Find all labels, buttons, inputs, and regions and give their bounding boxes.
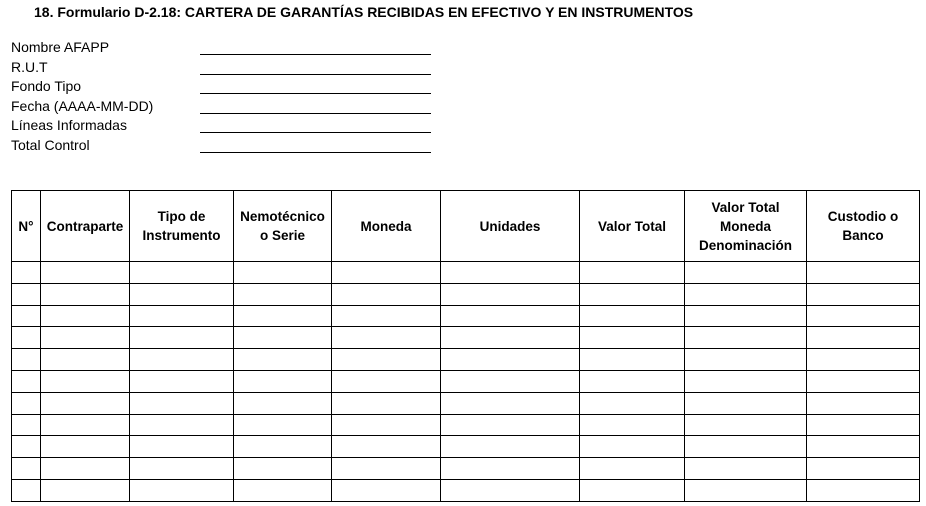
table-cell: [130, 262, 234, 284]
table-cell: [441, 436, 580, 458]
header-line: o Serie: [259, 228, 306, 243]
table-cell: [807, 414, 920, 436]
table-cell: [332, 436, 441, 458]
table-cell: [130, 370, 234, 392]
table-cell: [234, 283, 332, 305]
column-header-valor-total-moneda-denominacion: [685, 191, 807, 262]
table-cell: [807, 479, 920, 501]
table-cell: [12, 414, 41, 436]
table-cell: [441, 349, 580, 371]
table-cell: [441, 458, 580, 480]
table-row: [12, 370, 920, 392]
table-cell: [685, 305, 807, 327]
header-line: Banco: [842, 228, 884, 243]
table-cell: [807, 392, 920, 414]
table-body: [12, 262, 920, 502]
table-cell: [41, 436, 130, 458]
table-cell: [234, 458, 332, 480]
table-cell: [130, 283, 234, 305]
table-cell: [807, 327, 920, 349]
table-cell: [234, 479, 332, 501]
table-cell: [12, 327, 41, 349]
table-cell: [580, 327, 685, 349]
table-row: [12, 458, 920, 480]
table-cell: [580, 479, 685, 501]
table-cell: [41, 305, 130, 327]
table-cell: [130, 436, 234, 458]
table-cell: [332, 262, 441, 284]
field-label: R.U.T: [11, 58, 48, 75]
table-cell: [332, 392, 441, 414]
table-cell: [12, 370, 41, 392]
table-cell: [685, 414, 807, 436]
table-cell: [441, 370, 580, 392]
table-cell: [332, 305, 441, 327]
table-cell: [807, 349, 920, 371]
table-row: [12, 392, 920, 414]
table-cell: [332, 458, 441, 480]
table-cell: [41, 414, 130, 436]
column-header-moneda: [332, 191, 441, 262]
table-cell: [41, 479, 130, 501]
table-row: [12, 479, 920, 501]
header-fields: [11, 38, 431, 156]
table-cell: [441, 327, 580, 349]
table-cell: [234, 262, 332, 284]
table-cell: [441, 283, 580, 305]
table-cell: [130, 479, 234, 501]
table-cell: [12, 458, 41, 480]
table-cell: [332, 479, 441, 501]
header-line: Denominación: [698, 237, 792, 253]
table-cell: [441, 392, 580, 414]
table-cell: [12, 283, 41, 305]
column-header-nemotecnico: [234, 191, 332, 262]
field-blank-line: [200, 93, 431, 94]
table-cell: [580, 392, 685, 414]
table-cell: [807, 436, 920, 458]
table-row: [12, 349, 920, 371]
column-header-unidades: [441, 191, 580, 262]
field-label: Fondo Tipo: [11, 78, 82, 95]
table-cell: [234, 370, 332, 392]
header-line: N°: [18, 218, 34, 234]
table-row: [12, 414, 920, 436]
table-cell: [685, 327, 807, 349]
table-cell: [441, 305, 580, 327]
table-cell: [130, 327, 234, 349]
field-blank-line: [200, 132, 431, 133]
table-row: [12, 262, 920, 284]
table-cell: [234, 327, 332, 349]
column-header-valor-total: [580, 191, 685, 262]
table-row: [12, 305, 920, 327]
form-title: 18. Formulario D-2.18: CARTERA DE GARANTÍAS RECIBIDAS EN EFECTIVO Y EN INSTRUMENTOS: [34, 4, 694, 20]
table-cell: [332, 370, 441, 392]
table-cell: [685, 436, 807, 458]
table-cell: [12, 305, 41, 327]
table-cell: [685, 479, 807, 501]
table-cell: [580, 349, 685, 371]
table-cell: [441, 414, 580, 436]
field-rut: [11, 58, 431, 78]
table-cell: [41, 349, 130, 371]
table-cell: [130, 349, 234, 371]
table-cell: [580, 262, 685, 284]
table-cell: [332, 327, 441, 349]
column-header-tipo-instrumento: [130, 191, 234, 262]
table-cell: [41, 283, 130, 305]
table-cell: [685, 370, 807, 392]
header-line: Valor Total: [711, 199, 780, 215]
header-line: Contraparte: [46, 218, 124, 234]
table-cell: [234, 305, 332, 327]
column-header-numero: [12, 191, 41, 262]
header-line: Moneda: [719, 218, 771, 234]
field-lineas-informadas: [11, 116, 431, 136]
table-cell: [580, 458, 685, 480]
table-cell: [41, 458, 130, 480]
field-label: Total Control: [11, 136, 90, 153]
field-blank-line: [200, 74, 431, 75]
table-cell: [41, 262, 130, 284]
table-cell: [685, 262, 807, 284]
table-cell: [332, 414, 441, 436]
column-header-custodio-banco: [807, 191, 920, 262]
table-cell: [12, 479, 41, 501]
table-cell: [41, 327, 130, 349]
table-cell: [807, 458, 920, 480]
table-cell: [130, 458, 234, 480]
header-line: Nemotécnico: [240, 209, 325, 224]
field-fecha: [11, 97, 431, 117]
table-cell: [685, 349, 807, 371]
table-row: [12, 436, 920, 458]
table-row: [12, 327, 920, 349]
header-line: Valor Total: [597, 218, 666, 234]
table-cell: [807, 305, 920, 327]
field-total-control: [11, 136, 431, 156]
table-cell: [130, 305, 234, 327]
field-label: Fecha (AAAA-MM-DD): [11, 97, 154, 114]
field-blank-line: [200, 113, 431, 114]
table-cell: [685, 283, 807, 305]
table-cell: [12, 349, 41, 371]
table-cell: [234, 414, 332, 436]
table-cell: [234, 392, 332, 414]
table-cell: [685, 458, 807, 480]
table-cell: [580, 436, 685, 458]
table-cell: [130, 392, 234, 414]
table-cell: [12, 436, 41, 458]
table-cell: [580, 414, 685, 436]
header-line: Custodio o: [827, 209, 899, 224]
table-cell: [41, 392, 130, 414]
field-blank-line: [200, 54, 431, 55]
table-cell: [41, 370, 130, 392]
field-nombre-afapp: [11, 38, 431, 58]
table-header-row: [12, 191, 920, 262]
table-cell: [130, 414, 234, 436]
field-blank-line: [200, 152, 431, 153]
table-cell: [580, 305, 685, 327]
table-cell: [332, 283, 441, 305]
column-header-contraparte: [41, 191, 130, 262]
table-cell: [807, 262, 920, 284]
table-cell: [441, 479, 580, 501]
table-cell: [580, 283, 685, 305]
header-line: Unidades: [479, 218, 541, 234]
header-line: Instrumento: [142, 228, 221, 243]
table-cell: [685, 392, 807, 414]
table-cell: [580, 370, 685, 392]
table-cell: [12, 392, 41, 414]
table-cell: [441, 262, 580, 284]
field-label: Nombre AFAPP: [11, 39, 110, 55]
header-line: Moneda: [360, 218, 412, 234]
table-cell: [234, 349, 332, 371]
guarantees-table: [11, 190, 920, 502]
table-cell: [807, 370, 920, 392]
table-cell: [332, 349, 441, 371]
field-label: Líneas Informadas: [11, 117, 127, 134]
header-line: Tipo de: [157, 209, 206, 224]
field-fondo-tipo: [11, 77, 431, 97]
table-cell: [234, 436, 332, 458]
table-row: [12, 283, 920, 305]
table-cell: [807, 283, 920, 305]
table-cell: [12, 262, 41, 284]
